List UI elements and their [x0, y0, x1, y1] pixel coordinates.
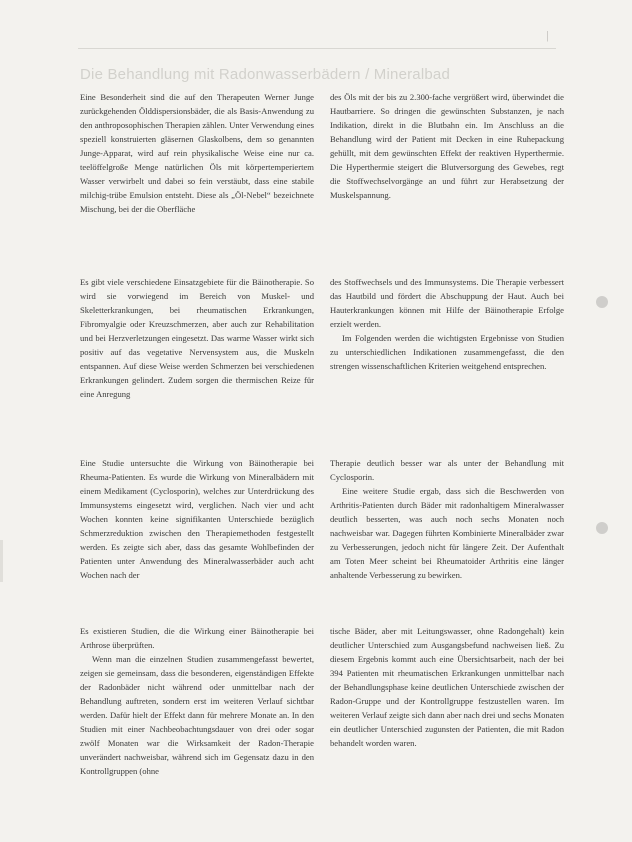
section-2-left-column — [80, 275, 314, 401]
paragraph: des Stoffwechsels und des Immunsystems. Die Therapie verbessert das Hautbild und fördert die Abschuppung der Haut. Auch bei Hauterkrankungen können mit Hilfe der Bäinotherapie Erfolge erzielt werden. — [330, 277, 564, 329]
section-4-left-column — [80, 624, 314, 778]
section-1 — [80, 90, 565, 216]
section-4 — [80, 624, 565, 778]
paragraph: Wenn man die einzelnen Studien zusammengefasst bewertet, zeigen sie gemeinsam, dass die besonderen, eigenständigen Effekte der Radonbäder nicht während oder unmittelbar nach der Behandlung auftreten, sondern erst im weiteren Verlauf sichtbar werden. Dafür hielt der Effekt dann für mehrere Monate an. In den Studien mit einer Nachbeobachtungsdauer von drei oder sogar zwölf Monaten war die Wirksamkeit der Radon-Therapie unverändert nachweisbar, während sich im Gegensatz dazu in den Kontrollgruppen (ohne — [80, 654, 314, 776]
paragraph: Eine Studie untersuchte die Wirkung von Bäinotherapie bei Rheuma-Patienten. Es wurde die Wirkung von Mineralbädern mit einem Medikament (Cyclosporin), welches zur Unterdrückung des Immunsystems eingesetzt wird, verglichen. Nach vier und acht Wochen konnten keine signifikanten Unterschiede bezüglich Schmerzreduktion zwischen den Therapiemethoden festgestellt werden. Es zeigte sich aber, dass das gesamte Wohlbefinden der Patienten unter Anwendung des Mineralwasserbäder auch acht Wochen nach der — [80, 458, 314, 580]
paragraph: des Öls mit der bis zu 2.300-fache vergrößert wird, überwindet die Hautbarriere. So dringen die gewünschten Substanzen, je nach Indikation, direkt in die Blutbahn ein. Im Anschluss an die Behandlung wird der Patient mit Decken in eine Ruhepackung gehüllt, mit dem gewünschten Effekt der reaktiven Hyperthermie. Die Hyperthermie steigert die Blutversorgung des Gewebes, regt die Stoffwechselvorgänge an und führt zur Herabsetzung der Muskelspannung. — [330, 92, 564, 200]
paragraph: Es existieren Studien, die die Wirkung einer Bäinotherapie bei Arthrose überprüften. — [80, 626, 314, 650]
paragraph: Eine weitere Studie ergab, dass sich die Beschwerden von Arthritis-Patienten durch Bäder mit radonhaltigem Mineralwasser deutlich besserten, was auch noch sechs Monaten noch nachweisbar war. Dagegen führten Kombinierte Mineralbäder zwar zu Verbesserungen, jedoch nicht für längere Zeit. Der Aufenthalt am Toten Meer scheint bei Rheumatoider Arthritis eine länger anhaltende Verbesserung zu bewirken. — [330, 486, 564, 580]
section-2 — [80, 275, 565, 401]
paragraph: tische Bäder, aber mit Leitungswasser, ohne Radongehalt) kein deutlicher Unterschied zum Ausgangsbefund nachweisen ließ. Zu diesem Ergebnis kommt auch eine Übersichtsarbeit, nach der bei 394 Patienten mit rheumatischen Erkrankungen unmittelbar nach der Behandlungsphase keine deutlichen Unterschiede zwischen der Radon-Gruppe und der Kontrollgruppe festzustellen waren. Im weiteren Verlauf zeigte sich dann aber nach drei und sechs Monaten ein deutlicher Unterschied zugunsten der Patienten, die mit Radon behandelt worden waren. — [330, 626, 564, 748]
paragraph: Therapie deutlich besser war als unter der Behandlung mit Cyclosporin. — [330, 458, 564, 482]
header-rule — [78, 48, 556, 49]
paragraph: Im Folgenden werden die wichtigsten Ergebnisse von Studien zu unterschiedlichen Indikationen zusammengefasst, die den strengen wissenschaftlichen Kriterien weitgehend entsprechen. — [330, 333, 564, 371]
section-title: Die Behandlung mit Radonwasserbädern / Mineralbad — [80, 66, 451, 83]
punch-hole-bottom — [596, 522, 608, 534]
page-number: | — [546, 30, 549, 42]
section-2-right-column — [330, 275, 564, 401]
section-4-right-column — [330, 624, 564, 778]
section-3-right-column — [330, 456, 564, 582]
section-3-left-column — [80, 456, 314, 582]
section-1-right-column — [330, 90, 564, 216]
paragraph: Es gibt viele verschiedene Einsatzgebiete für die Bäinotherapie. So wird sie vorwiegend im Bereich von Muskel- und Skeletterkrankungen, bei rheumatischen Erkrankungen, Fibromyalgie oder Kreuzschmerzen, aber auch zur Rehabilitation und bei Herzverletzungen eingesetzt. Das warme Wasser wirkt sich positiv auf das vegetative Nervensystem aus, die Muskeln entspannen. Auf diese Weise werden Schmerzen bei verschiedenen Erkrankungen gelindert. Zudem sorgen die thermischen Reize für eine Anregung — [80, 277, 314, 399]
paragraph: Eine Besonderheit sind die auf den Therapeuten Werner Junge zurückgehenden Ölddispersionsbäder, die als Basis-Anwendung zu den anthroposophischen Therapien zählen. Unter Verwendung eines speziell konstruierten gläsernen Glaskolbens, dem so genannten Junge-Apparat, wird auf rein physikalische Weise eine nur ca. teelöffelgroße Menge natürlichen Öls mit körpertemperiertem Wasser verwirbelt und dabei so fein verstäubt, dass eine stabile milchig-trübe Emulsion entsteht. Diese als „Öl-Nebel“ bezeichnete Mischung, bei der die Oberfläche — [80, 92, 314, 214]
scan-edge-mark — [0, 540, 3, 582]
section-1-left-column — [80, 90, 314, 216]
punch-hole-top — [596, 296, 608, 308]
section-3 — [80, 456, 565, 582]
